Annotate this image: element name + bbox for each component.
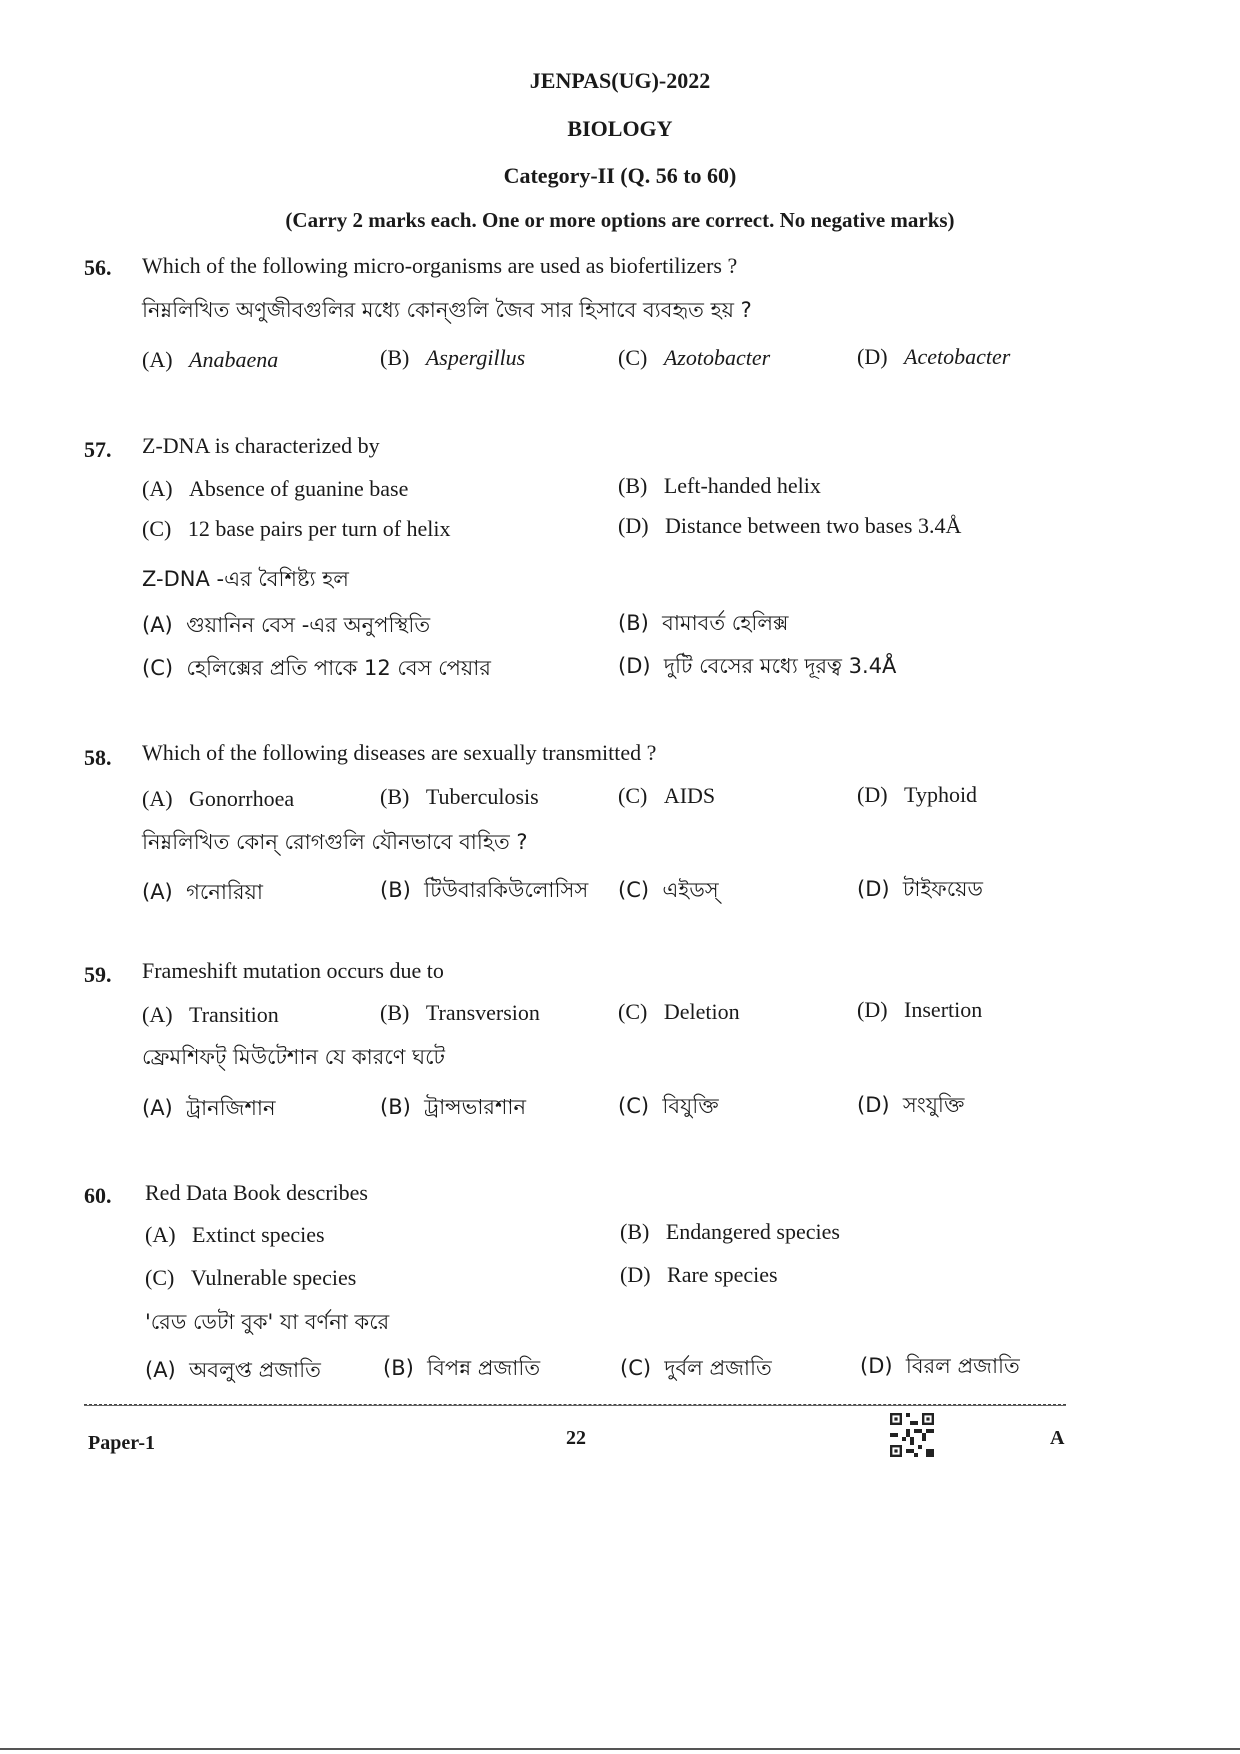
option-b xyxy=(618,473,821,499)
option-d-bn xyxy=(857,873,983,908)
option-text: ট্রান্সভারশান xyxy=(424,1095,527,1119)
option-label: (A) xyxy=(145,1222,176,1247)
option-c xyxy=(145,1265,356,1291)
option-label: (D) xyxy=(857,877,890,901)
category-title: Category-II (Q. 56 to 60) xyxy=(503,163,737,188)
option-text: Endangered species xyxy=(665,1219,840,1244)
option-label: (D) xyxy=(857,1093,890,1117)
option-b xyxy=(380,345,525,371)
option-text: টাইফয়েড xyxy=(902,877,983,901)
question-number: 60. xyxy=(84,1183,112,1208)
option-text: বামাবর্ত হেলিক্স xyxy=(662,611,789,635)
option-label: (A) xyxy=(142,347,173,372)
option-a xyxy=(142,476,408,502)
option-label: (D) xyxy=(620,1262,651,1287)
option-c-bn xyxy=(618,874,719,909)
option-c-bn xyxy=(620,1352,772,1387)
option-label: (C) xyxy=(618,783,648,808)
question-number: 58. xyxy=(84,745,112,770)
question-text-bn: নিম্নলিখিত কোন্ রোগগুলি যৌনভাবে বাহিত ? xyxy=(142,830,528,854)
option-b-bn xyxy=(380,874,588,909)
option-text: গনোরিয়া xyxy=(186,880,263,904)
option-text: ট্রানজিশান xyxy=(186,1096,276,1120)
option-text: বিপন্ন প্রজাতি xyxy=(427,1356,541,1380)
option-a-bn xyxy=(145,1354,321,1389)
option-label: (A) xyxy=(145,1358,176,1382)
option-d xyxy=(857,997,982,1023)
option-text: অবলুপ্ত প্রজাতি xyxy=(189,1358,321,1382)
option-text: Aspergillus xyxy=(425,345,526,370)
option-b-bn xyxy=(383,1352,540,1387)
option-b xyxy=(380,1000,540,1026)
option-b-bn xyxy=(380,1091,526,1126)
option-text: Anabaena xyxy=(189,347,279,372)
option-text: 12 base pairs per turn of helix xyxy=(187,516,451,541)
question-text-bn: নিম্নলিখিত অণুজীবগুলির মধ্যে কোন্গুলি জৈব সার হিসাবে ব্যবহৃত হয় ? xyxy=(142,298,752,322)
option-a xyxy=(145,1222,325,1248)
option-label: (A) xyxy=(142,613,173,637)
option-d xyxy=(857,782,977,808)
option-label: (D) xyxy=(618,513,649,538)
option-label: (B) xyxy=(383,1356,414,1380)
option-d-bn xyxy=(618,650,896,685)
option-text: Gonorrhoea xyxy=(189,786,295,811)
option-d xyxy=(620,1262,778,1288)
option-label: (C) xyxy=(618,878,650,902)
option-b xyxy=(620,1219,840,1245)
instructions: (Carry 2 marks each. One or more options are correct. No negative marks) xyxy=(285,208,955,232)
option-label: (C) xyxy=(142,516,172,541)
option-text: Vulnerable species xyxy=(190,1265,357,1290)
option-label: (A) xyxy=(142,1002,173,1027)
option-text: Extinct species xyxy=(192,1222,325,1247)
option-label: (C) xyxy=(618,999,648,1024)
question-text-bn: 'রেড ডেটা বুক' যা বর্ণনা করে xyxy=(145,1310,390,1334)
option-text: Azotobacter xyxy=(663,345,771,370)
option-text: দুর্বল প্রজাতি xyxy=(664,1356,772,1380)
option-label: (B) xyxy=(620,1219,650,1244)
option-text: দুটি বেসের মধ্যে দূরত্ব 3.4Å xyxy=(663,654,897,678)
option-c xyxy=(618,783,715,809)
exam-title: JENPAS(UG)-2022 xyxy=(529,68,711,93)
option-text: Deletion xyxy=(663,999,740,1024)
subject-title: BIOLOGY xyxy=(567,116,673,141)
option-a xyxy=(142,1002,279,1028)
option-text: বিযুক্তি xyxy=(662,1094,719,1118)
option-label: (C) xyxy=(145,1265,175,1290)
option-text: হেলিক্সের প্রতি পাকে 12 বেস পেয়ার xyxy=(186,656,491,680)
option-text: Typhoid xyxy=(904,782,978,807)
question-text-en: Frameshift mutation occurs due to xyxy=(142,958,444,983)
question-number: 57. xyxy=(84,437,112,462)
question-text-en: Z-DNA is characterized by xyxy=(142,433,380,458)
option-text: Transition xyxy=(189,1002,279,1027)
option-text: Absence of guanine base xyxy=(189,476,409,501)
paper-label: Paper-1 xyxy=(88,1432,156,1454)
option-text: AIDS xyxy=(663,783,716,808)
option-a-bn xyxy=(142,1092,276,1127)
option-c xyxy=(618,999,740,1025)
option-label: (B) xyxy=(380,1000,410,1025)
option-label: (A) xyxy=(142,1096,173,1120)
option-label: (C) xyxy=(618,1094,650,1118)
option-c-bn xyxy=(618,1090,719,1125)
option-label: (B) xyxy=(380,345,410,370)
option-a xyxy=(142,786,294,812)
qr-code-icon xyxy=(890,1413,934,1457)
option-d-bn xyxy=(857,1089,964,1124)
option-c-bn xyxy=(142,652,491,687)
option-label: (C) xyxy=(620,1356,652,1380)
option-label: (D) xyxy=(857,782,888,807)
question-text-en: Which of the following diseases are sexually transmitted ? xyxy=(142,740,657,765)
option-label: (A) xyxy=(142,880,173,904)
option-text: Acetobacter xyxy=(904,344,1011,369)
question-text-bn: ফ্রেমশিফট্ মিউটেশান যে কারণে ঘটে xyxy=(142,1045,445,1069)
option-label: (D) xyxy=(857,997,888,1022)
option-c xyxy=(618,345,770,371)
question-text-en: Which of the following micro-organisms are used as biofertilizers ? xyxy=(142,253,738,278)
page-bottom-edge xyxy=(0,1748,1240,1750)
question-number: 56. xyxy=(84,255,112,280)
option-text: Distance between two bases 3.4Å xyxy=(665,513,962,538)
option-text: Insertion xyxy=(904,997,983,1022)
option-label: (D) xyxy=(618,654,651,678)
option-text: Transversion xyxy=(425,1000,540,1025)
option-label: (B) xyxy=(380,784,410,809)
option-c xyxy=(142,516,451,542)
page-number: 22 xyxy=(566,1427,586,1449)
option-label: (A) xyxy=(142,786,173,811)
option-label: (D) xyxy=(860,1354,893,1378)
option-text: টিউবারকিউলোসিস xyxy=(424,878,589,902)
option-b xyxy=(380,784,539,810)
option-label: (B) xyxy=(380,878,411,902)
option-label: (C) xyxy=(618,345,648,370)
option-text: গুয়ানিন বেস -এর অনুপস্থিতি xyxy=(186,613,431,637)
question-text-bn: Z-DNA -এর বৈশিষ্ট্য হল xyxy=(142,567,349,591)
option-a-bn xyxy=(142,609,430,644)
option-a xyxy=(142,347,278,373)
option-text: Tuberculosis xyxy=(425,784,539,809)
option-label: (B) xyxy=(618,473,648,498)
option-text: Rare species xyxy=(667,1262,778,1287)
option-text: Left-handed helix xyxy=(663,473,821,498)
option-label: (A) xyxy=(142,476,173,501)
option-d-bn xyxy=(860,1350,1020,1385)
option-text: সংযুক্তি xyxy=(902,1093,965,1117)
option-label: (B) xyxy=(380,1095,411,1119)
option-d xyxy=(618,513,961,539)
question-number: 59. xyxy=(84,962,112,987)
option-label: (C) xyxy=(142,656,174,680)
option-a-bn xyxy=(142,876,263,911)
option-text: এইডস্ xyxy=(662,878,719,902)
option-b-bn xyxy=(618,607,788,642)
option-label: (B) xyxy=(618,611,649,635)
set-label: A xyxy=(1050,1427,1065,1449)
option-label: (D) xyxy=(857,344,888,369)
footer-divider xyxy=(84,1404,1066,1406)
option-text: বিরল প্রজাতি xyxy=(905,1354,1020,1378)
option-d xyxy=(857,344,1010,370)
question-text-en: Red Data Book describes xyxy=(145,1180,368,1205)
